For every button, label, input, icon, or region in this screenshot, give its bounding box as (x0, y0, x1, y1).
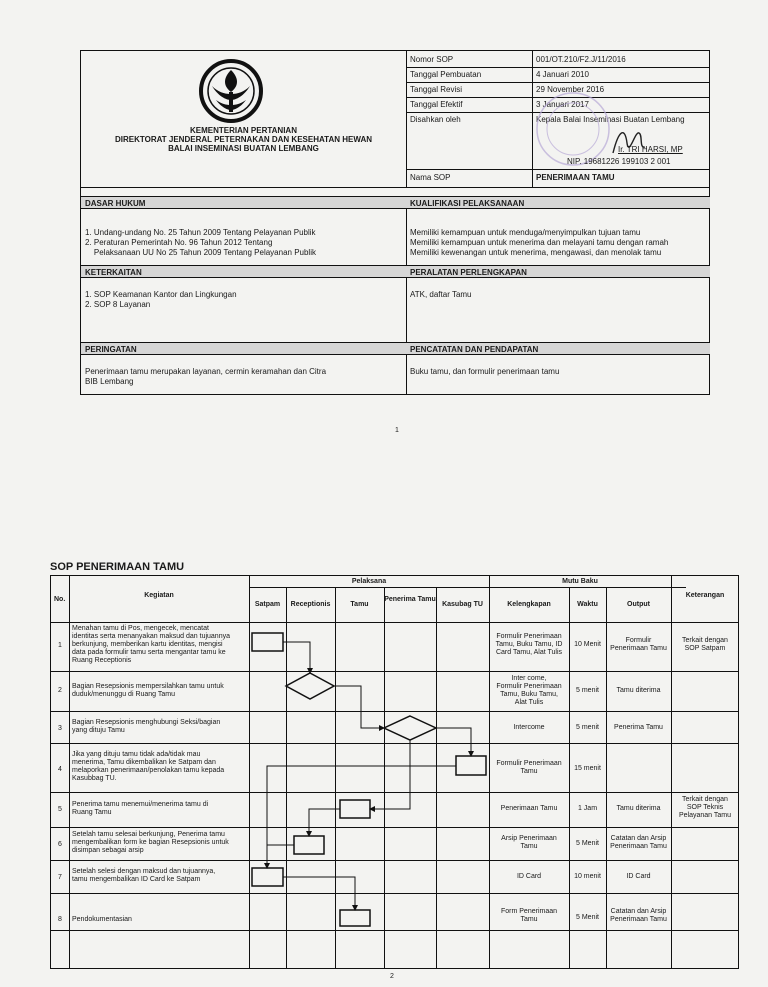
row-8-kegiatan: Pendokumentasian (72, 916, 132, 923)
sop-flow-table (50, 575, 739, 969)
row-1-waktu: 10 Menit (574, 641, 601, 648)
row-3-kegiatan: Bagian Resepsionis menghubungi Seksi/bagian yang dituju Tamu (72, 719, 221, 734)
header-keterangan: Keterangan (685, 592, 725, 599)
row-8-no: 8 (58, 916, 62, 923)
header-kasubag-tu: Kasubag TU (442, 601, 483, 608)
sop-table-title: SOP PENERIMAAN TAMU (50, 561, 185, 573)
header-satpam: Satpam (254, 601, 281, 608)
row-5-waktu: 1 Jam (577, 805, 598, 812)
info-value-nomor: 001/OT.210/F2.J/11/2016 (536, 55, 626, 64)
header-pelaksana: Pelaksana (351, 578, 387, 585)
header-kegiatan: Kegiatan (144, 592, 174, 599)
dasar-hukum-text: 1. Undang-undang No. 25 Tahun 2009 Tentang Pelayanan Publik 2. Peraturan Pemerintah No. 96 Tahun 2012 Tentang Pelaksanaan UU No 25 Tahun 2009 Tentang Pelayanan Publik (85, 228, 316, 257)
row-5-kelengkapan: Penerimaan Tamu (500, 805, 558, 812)
info-label-nomor: Nomor SOP (410, 55, 454, 64)
header-output: Output (627, 601, 650, 608)
header-no: No. (54, 596, 66, 603)
section-dasar-hukum-title: DASAR HUKUM (81, 196, 406, 209)
peralatan-text: ATK, daftar Tamu (410, 290, 472, 299)
section-pencatatan-title: PENCATATAN DAN PENDAPATAN (406, 342, 710, 355)
flow-step-5-process (340, 800, 370, 818)
row-2-output: Tamu diterima (616, 687, 661, 694)
row-6-kelengkapan: Arsip Penerimaan Tamu (501, 835, 557, 850)
row-1-no: 1 (58, 642, 62, 649)
row-7-kelengkapan: ID Card (516, 873, 542, 880)
row-5-keterangan: Terkait dengan SOP Teknis Pelayanan Tamu (678, 796, 732, 819)
section-peralatan-title: PERALATAN PERLENGKAPAN (406, 265, 710, 278)
row-6-kegiatan: Setelah tamu selesai berkunjung, Penerima tamu mengembalikan form ke bagian Resepsionis untuk disimpan sebagai arsip (72, 831, 229, 854)
header-receptionis: Receptionis (290, 601, 331, 608)
row-7-kegiatan: Setelah selesi dengan maksud dan tujuannya, tamu mengembalikan ID Card ke Satpam (72, 868, 216, 883)
row-1-output: Formulir Penerimaan Tamu (610, 637, 667, 652)
row-3-kelengkapan: Intercome (513, 724, 545, 731)
row-3-waktu: 5 menit (576, 724, 599, 731)
approved-name: Ir. TRI HARSI, MP (618, 145, 683, 154)
sop-identity-sheet (80, 50, 710, 395)
row-5-kegiatan: Penerima tamu menemui/menerima tamu di Ruang Tamu (72, 801, 209, 816)
peringatan-text: Penerimaan tamu merupakan layanan, cermin keramahan dan Citra BIB Lembang (85, 367, 327, 386)
approved-title: Kepala Balai Inseminasi Buatan Lembang (536, 115, 685, 124)
approved-nip: NIP. 19681226 199103 2 001 (567, 157, 671, 166)
keterkaitan-text: 1. SOP Keamanan Kantor dan Lingkungan 2. SOP 8 Layanan (85, 290, 237, 309)
row-5-no: 5 (58, 806, 62, 813)
header-penerima-tamu: Penerima Tamu (384, 596, 436, 603)
header-waktu: Waktu (577, 601, 598, 608)
row-4-kelengkapan: Formulir Penerimaan Tamu (496, 760, 562, 775)
flow-step-3-decision (384, 716, 436, 740)
row-6-output: Catatan dan Arsip Penerimaan Tamu (610, 835, 667, 850)
row-8-output: Catatan dan Arsip Penerimaan Tamu (610, 908, 667, 923)
ministry-logo-icon (198, 56, 264, 126)
info-label-revisi: Tanggal Revisi (410, 85, 463, 94)
flow-step-8-process (340, 910, 370, 926)
approved-label: Disahkan oleh (410, 115, 461, 124)
flow-step-2-decision (286, 673, 334, 699)
ministry-line-1: KEMENTERIAN PERTANIAN (190, 126, 297, 135)
flow-step-6-process (294, 836, 324, 854)
row-8-kelengkapan: Form Penerimaan Tamu (500, 908, 558, 923)
info-label-efektif: Tanggal Efektif (410, 100, 463, 109)
sop-name-value: PENERIMAAN TAMU (536, 173, 615, 182)
flow-step-4-process (456, 756, 486, 775)
row-2-no: 2 (58, 687, 62, 694)
row-8-waktu: 5 Menit (576, 914, 599, 921)
row-4-kegiatan: Jika yang dituju tamu tidak ada/tidak mau menerima, Tamu dikembalikan ke Satpam dan melaporkan penerimaan/penolakan tamu kepada Kasubbag TU. (72, 751, 225, 782)
ministry-heading (81, 126, 406, 153)
info-value-revisi: 29 November 2016 (536, 85, 605, 94)
row-4-no: 4 (58, 766, 62, 773)
ministry-line-2: DIREKTORAT JENDERAL PETERNAKAN DAN KESEHATAN HEWAN (114, 135, 373, 144)
row-2-waktu: 5 menit (576, 687, 599, 694)
row-1-keterangan: Terkait dengan SOP Satpam (682, 637, 728, 652)
header-mutu-baku: Mutu Baku (562, 578, 598, 585)
row-4-waktu: 15 menit (574, 765, 601, 772)
row-1-kelengkapan: Formulir Penerimaan Tamu, Buku Tamu, ID Card Tamu, Alat Tulis (495, 633, 563, 656)
row-5-output: Tamu diterima (616, 805, 661, 812)
page-number-1: 1 (395, 427, 399, 434)
row-7-output: ID Card (626, 873, 651, 880)
header-tamu: Tamu (350, 601, 369, 608)
page-number-2: 2 (390, 973, 394, 980)
ministry-line-3: BALAI INSEMINASI BUATAN LEMBANG (168, 144, 319, 153)
row-1-kegiatan: Menahan tamu di Pos, mengecek, mencatat identitas serta menanyakan maksud dan tujuannya berkunjung, memberikan kartu identitas, mengisi data pada formulir tamu serta mengantar tamu ke Ruang Receptionis (72, 625, 230, 664)
row-6-waktu: 5 Menit (576, 840, 599, 847)
section-kualifikasi-title: KUALIFIKASI PELAKSANAAN (406, 196, 710, 209)
row-6-no: 6 (58, 841, 62, 848)
kualifikasi-text: Memiliki kemampuan untuk menduga/menyimpulkan tujuan tamu Memiliki kemampuan untuk menerima dan melayani tamu dengan ramah Memiliki kewenangan untuk menerima, mengawasi, dan menolak tamu (410, 228, 669, 257)
flowchart-diagram (51, 576, 739, 969)
info-value-efektif: 3 Januari 2017 (536, 100, 589, 109)
flow-step-7-process (252, 868, 283, 886)
row-2-kelengkapan: Inter come, Formulir Penerimaan Tamu, Buku Tamu, Alat Tulis (496, 675, 562, 706)
row-7-waktu: 10 menit (574, 873, 601, 880)
header-kelengkapan: Kelengkapan (507, 601, 551, 608)
sop-name-label: Nama SOP (410, 173, 451, 182)
row-3-no: 3 (58, 725, 62, 732)
info-label-pembuatan: Tanggal Pembuatan (410, 70, 482, 79)
row-7-no: 7 (58, 874, 62, 881)
row-3-output: Penerima Tamu (614, 724, 663, 731)
section-keterkaitan-title: KETERKAITAN (81, 265, 406, 278)
row-2-kegiatan: Bagian Resepsionis mempersilahkan tamu untuk duduk/menunggu di Ruang Tamu (72, 683, 224, 698)
section-peringatan-title: PERINGATAN (81, 342, 406, 355)
info-value-pembuatan: 4 Januari 2010 (536, 70, 589, 79)
pencatatan-text: Buku tamu, dan formulir penerimaan tamu (410, 367, 560, 376)
flow-step-1-process (252, 633, 283, 651)
